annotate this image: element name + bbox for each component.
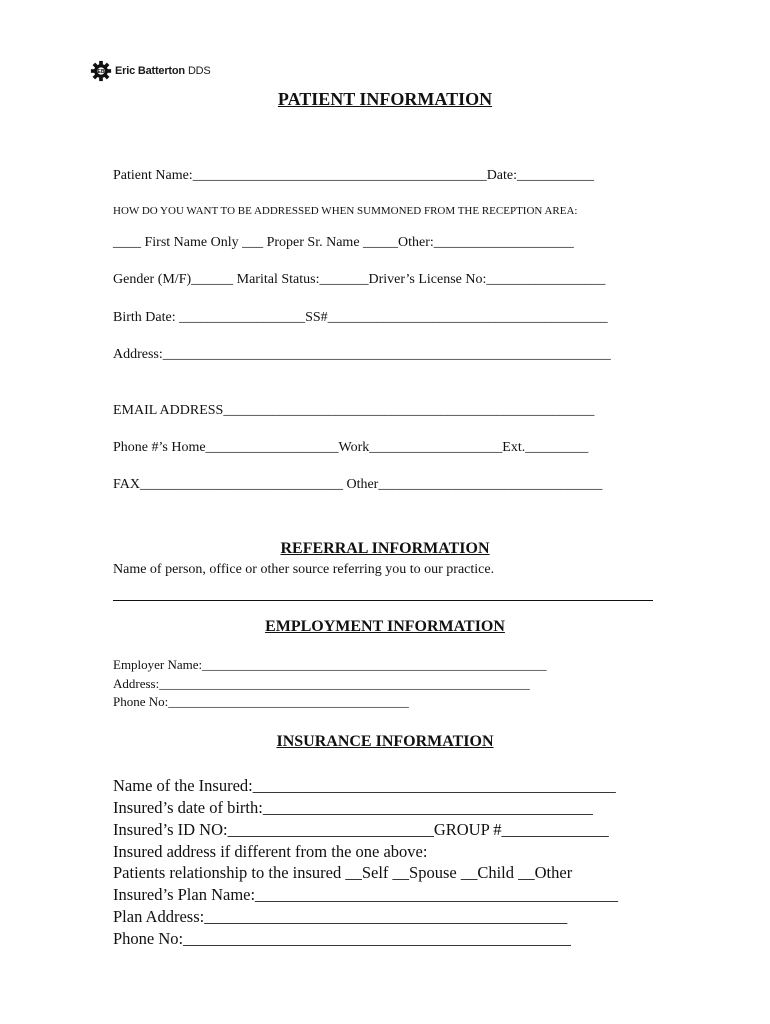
- address-preference-question: HOW DO YOU WANT TO BE ADDRESSED WHEN SUMMONED FROM THE RECEPTION AREA:: [113, 205, 578, 217]
- patient-address-field[interactable]: Address:________________________________________________________________: [113, 347, 611, 362]
- referral-prompt: Name of person, office or other source referring you to our practice.: [113, 562, 495, 577]
- employer-name-field[interactable]: Employer Name:_____________________________________________________: [113, 657, 547, 672]
- insured-id-group-field[interactable]: Insured’s ID NO:_________________________GROUP #_____________: [113, 820, 609, 839]
- birth-date-ssn-field[interactable]: Birth Date: __________________SS#________________________________________: [113, 310, 608, 325]
- address-preference-options[interactable]: ____ First Name Only ___ Proper Sr. Name _____Other:____________________: [113, 235, 574, 250]
- svg-text:EB: EB: [97, 69, 105, 76]
- phone-numbers-field[interactable]: Phone #’s Home___________________Work___________________Ext._________: [113, 440, 589, 455]
- employer-phone-field[interactable]: Phone No:_____________________________________: [113, 694, 409, 709]
- fax-other-field[interactable]: FAX_____________________________ Other________________________________: [113, 477, 603, 492]
- plan-name-field[interactable]: Insured’s Plan Name:____________________________________________: [113, 885, 619, 904]
- employer-address-field[interactable]: Address:_________________________________________________________: [113, 676, 530, 691]
- insured-name-field[interactable]: Name of the Insured:____________________________________________: [113, 776, 616, 795]
- practice-logo: [90, 60, 211, 82]
- relationship-options[interactable]: Patients relationship to the insured __Self __Spouse __Child __Other: [113, 863, 573, 882]
- logo-text: [115, 65, 211, 77]
- logo-brand: Eric Batterton: [115, 65, 185, 77]
- email-address-field[interactable]: EMAIL ADDRESS_____________________________________________________: [113, 403, 595, 418]
- plan-phone-field[interactable]: Phone No:_______________________________________________: [113, 929, 571, 948]
- gear-logo-icon: [90, 60, 112, 82]
- insured-address-label: Insured address if different from the one above:: [113, 842, 428, 861]
- referral-answer-line[interactable]: [113, 600, 653, 601]
- gender-marital-license-field[interactable]: Gender (M/F)______ Marital Status:_______Driver’s License No:_________________: [113, 272, 606, 287]
- insurance-heading: INSURANCE INFORMATION: [276, 733, 494, 750]
- plan-address-field[interactable]: Plan Address:____________________________________________: [113, 907, 568, 926]
- insured-dob-field[interactable]: Insured’s date of birth:________________________________________: [113, 798, 593, 817]
- page-title: PATIENT INFORMATION: [277, 89, 493, 109]
- employment-heading: EMPLOYMENT INFORMATION: [265, 618, 505, 635]
- patient-name-field[interactable]: Patient Name:__________________________________________Date:___________: [113, 168, 595, 183]
- logo-suffix: DDS: [187, 65, 211, 77]
- referral-heading: REFERRAL INFORMATION: [280, 540, 490, 557]
